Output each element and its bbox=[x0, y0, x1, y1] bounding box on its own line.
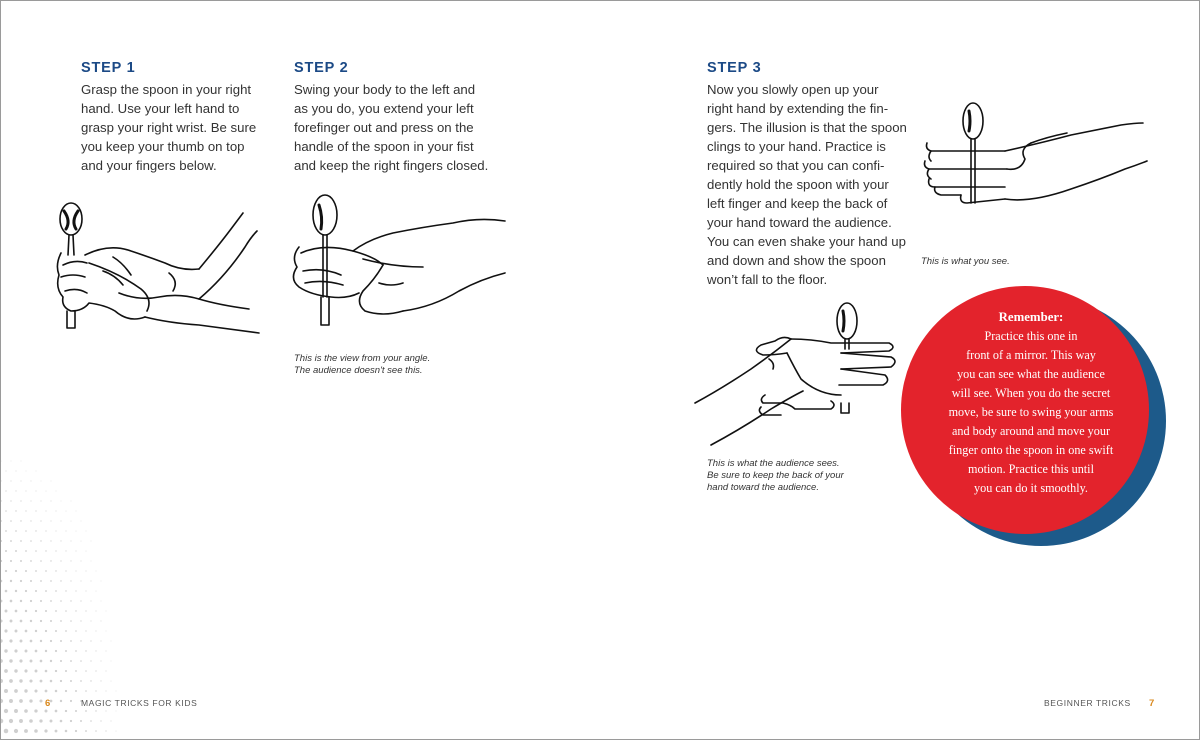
text-line: hand. Use your left hand to bbox=[81, 101, 240, 116]
text-line: gers. The illusion is that the spoon bbox=[707, 120, 907, 135]
text-line: dently hold the spoon with your bbox=[707, 177, 889, 192]
text-line: Grasp the spoon in your right bbox=[81, 82, 252, 97]
step-1-text bbox=[81, 80, 256, 175]
remember-line: finger onto the spoon in one swift bbox=[948, 443, 1114, 457]
caption-line: This is what you see. bbox=[921, 256, 1010, 267]
step-2 bbox=[294, 60, 488, 175]
step-3-heading: STEP 3 bbox=[707, 60, 762, 76]
audience-view-illustration bbox=[691, 299, 901, 449]
text-line: your hand toward the audience. bbox=[707, 215, 892, 230]
text-line: as you do, you extend your left bbox=[294, 101, 474, 116]
text-line: grasp your right wrist. Be sure bbox=[81, 120, 257, 135]
text-line: won’t fall to the floor. bbox=[707, 272, 828, 287]
caption-line: Be sure to keep the back of your bbox=[707, 470, 844, 481]
right-running-head: BEGINNER TRICKS bbox=[1044, 698, 1131, 708]
remember-line: and body around and move your bbox=[951, 424, 1111, 438]
step-3 bbox=[707, 60, 907, 289]
spoon-press-illustration bbox=[283, 187, 509, 337]
caption-line: hand toward the audience. bbox=[707, 482, 819, 493]
step-3-top-caption bbox=[921, 256, 1010, 268]
remember-line: front of a mirror. This way bbox=[966, 348, 1096, 362]
text-line: You can even shake your hand up bbox=[707, 234, 906, 249]
left-page-number: 6 bbox=[45, 698, 51, 709]
step-2-text bbox=[294, 80, 488, 175]
text-line: Now you slowly open up your bbox=[707, 82, 879, 97]
halftone-dot-pattern bbox=[1, 401, 141, 739]
text-line: clings to your hand. Practice is bbox=[707, 139, 886, 154]
text-line: handle of the spoon in your fist bbox=[294, 139, 474, 154]
right-page-number: 7 bbox=[1149, 698, 1155, 709]
remember-line: Practice this one in bbox=[984, 329, 1078, 343]
step-3-bottom-caption bbox=[707, 458, 844, 494]
step-1-heading: STEP 1 bbox=[81, 60, 136, 76]
text-line: forefinger out and press on the bbox=[294, 120, 474, 135]
left-running-head: MAGIC TRICKS FOR KIDS bbox=[81, 698, 198, 708]
caption-line: This is the view from your angle. bbox=[294, 353, 431, 364]
remember-line: you can see what the audience bbox=[957, 367, 1105, 381]
caption-line: This is what the audience sees. bbox=[707, 458, 840, 469]
text-line: required so that you can confi- bbox=[707, 158, 885, 173]
callout-circle bbox=[901, 286, 1149, 534]
remember-line: move, be sure to swing your arms bbox=[948, 405, 1114, 419]
text-line: you keep your thumb on top bbox=[81, 139, 245, 154]
text-line: Swing your body to the left and bbox=[294, 82, 476, 97]
spoon-grip-illustration bbox=[49, 193, 269, 343]
remember-heading: Remember: bbox=[998, 310, 1064, 324]
open-hand-back-view-illustration bbox=[921, 99, 1151, 214]
text-line: and keep the right fingers closed. bbox=[294, 158, 489, 173]
remember-line: motion. Practice this until bbox=[968, 462, 1094, 476]
text-line: left finger and keep the back of bbox=[707, 196, 888, 211]
caption-line: The audience doesn't see this. bbox=[294, 365, 423, 376]
step-2-caption bbox=[294, 353, 430, 377]
text-line: and down and show the spoon bbox=[707, 253, 886, 268]
remember-callout bbox=[896, 286, 1168, 546]
step-2-heading: STEP 2 bbox=[294, 60, 349, 76]
remember-line: will see. When you do the secret bbox=[951, 386, 1111, 400]
remember-line: you can do it smoothly. bbox=[974, 481, 1088, 495]
text-line: right hand by extending the fin- bbox=[707, 101, 889, 116]
step-3-text bbox=[707, 80, 907, 289]
text-line: and your fingers below. bbox=[81, 158, 217, 173]
step-1 bbox=[81, 60, 256, 175]
remember-text bbox=[925, 308, 1137, 498]
